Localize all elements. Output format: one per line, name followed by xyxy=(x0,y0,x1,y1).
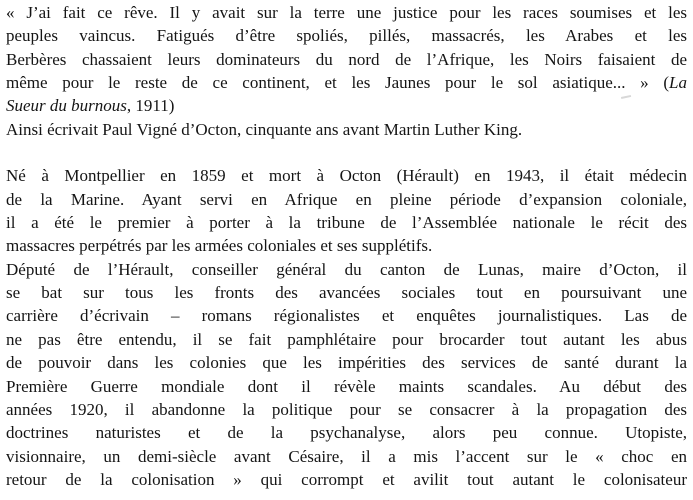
line-text: Première Guerre mondiale dont il révèle maints scandales. Au début des xyxy=(6,376,687,396)
line-text: « J’ai fait ce rêve. Il y avait sur la terre une justice pour les races soumises et les xyxy=(6,3,687,22)
text-line xyxy=(6,1,687,24)
text-line xyxy=(6,48,687,71)
paragraph-gap xyxy=(6,141,687,164)
biography-paragraph xyxy=(6,164,687,491)
line-text: de la Marine. Ayant servi en Afrique en pleine période d’expansion coloniale, xyxy=(6,189,687,209)
line-text: il a été le premier à porter à la tribune de l’Assemblée nationale le récit des xyxy=(6,213,687,233)
text-line xyxy=(6,445,687,468)
line-text: visionnaire, un demi-siècle avant Césaire, il a mis l’accent sur le « choc en xyxy=(6,446,687,466)
text-line xyxy=(6,24,687,47)
book-title-italic: Sueur du burnous xyxy=(6,96,127,116)
text-line xyxy=(6,398,687,421)
line-text: ne pas être entendu, il se fait pamphlétaire pour brocarder tout autant les abus xyxy=(6,329,687,349)
text-line xyxy=(6,328,687,351)
book-title-italic: La xyxy=(669,73,687,93)
line-text: même pour le reste de ce continent, et les Jaunes pour le sol asiatique... » ( xyxy=(6,73,670,93)
line-text: Né à Montpellier en 1859 et mort à Octon (Hérault) en 1943, il était médecin xyxy=(6,166,687,186)
line-text: , 1911) xyxy=(126,96,175,116)
line-text: Député de l’Hérault, conseiller général du canton de Lunas, maire d’Octon, il xyxy=(6,259,687,279)
text-line xyxy=(6,188,687,211)
text-line xyxy=(6,468,687,491)
line-text: Berbères chassaient leurs dominateurs du nord de l’Afrique, les Noirs faisaient de xyxy=(6,49,687,69)
line-text: de pouvoir dans les colonies que les impérities des services de santé durant la xyxy=(6,353,687,373)
text-line xyxy=(6,234,687,257)
line-text: peuples vaincus. Fatigués d’être spoliés, pillés, massacrés, les Arabes et les xyxy=(6,26,687,46)
line-text: Ainsi écrivait Paul Vigné d’Octon, cinquante ans avant Martin Luther King. xyxy=(6,119,523,139)
line-text: carrière d’écrivain – romans régionalistes et enquêtes journalistiques. Las de xyxy=(6,306,687,326)
line-text: retour de la colonisation » qui corrompt et avilit tout autant le colonisateur xyxy=(6,469,687,489)
text-line xyxy=(6,304,687,327)
text-line xyxy=(6,258,687,281)
text-line xyxy=(6,94,687,117)
text-line xyxy=(6,164,687,187)
text-line xyxy=(6,281,687,304)
line-text: doctrines naturistes et de la psychanalyse, alors peu connue. Utopiste, xyxy=(6,423,687,443)
text-line xyxy=(6,118,687,141)
line-text: années 1920, il abandonne la politique pour se consacrer à la propagation des xyxy=(6,399,687,419)
line-text: se bat sur tous les fronts des avancées sociales tout en poursuivant une xyxy=(6,283,687,303)
line-text: massacres perpétrés par les armées coloniales et ses supplétifs. xyxy=(6,236,433,256)
text-line xyxy=(6,375,687,398)
document-page xyxy=(6,1,687,491)
text-line xyxy=(6,421,687,444)
text-line xyxy=(6,211,687,234)
text-line xyxy=(6,351,687,374)
quote-paragraph xyxy=(6,1,687,141)
text-line xyxy=(6,71,687,94)
